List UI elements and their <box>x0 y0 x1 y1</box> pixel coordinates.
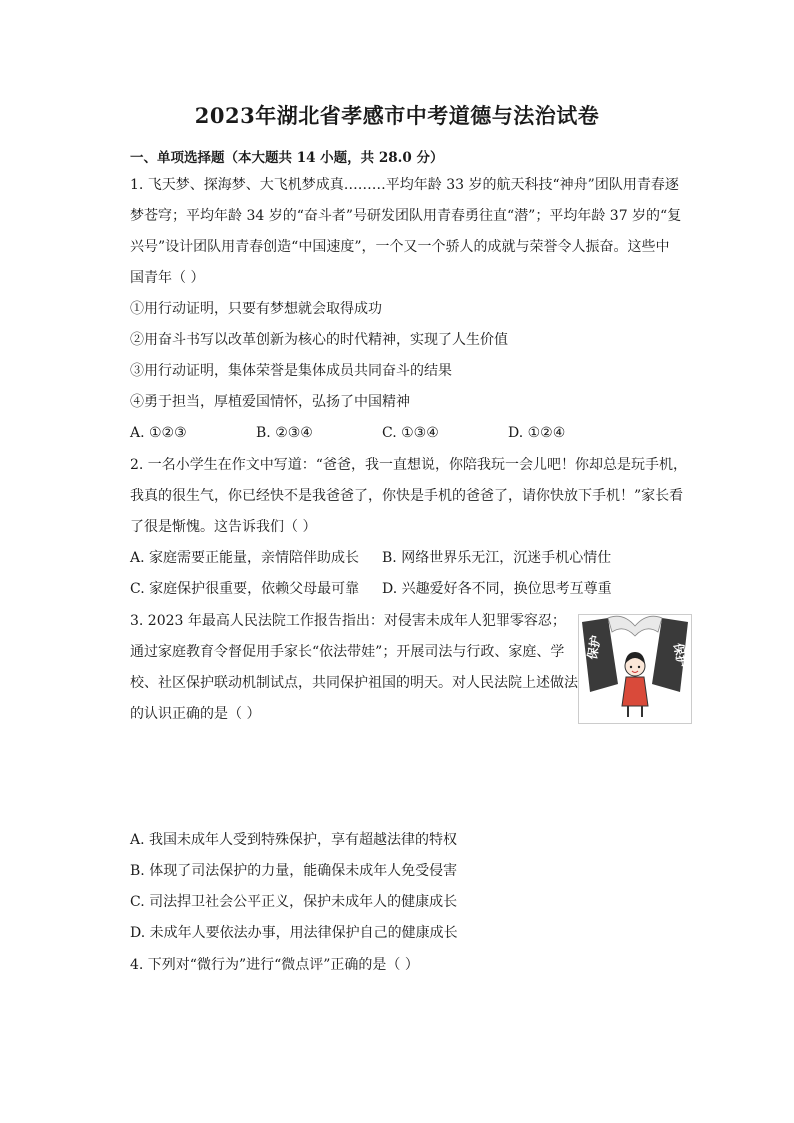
child-dress <box>622 677 648 706</box>
question-text-line: 4. 下列对“微行为”进行“微点评”正确的是（ ） <box>130 957 419 973</box>
question-text-line: 梦苍穹；平均年龄 34 岁的“奋斗者”号研发团队用青春勇往直“潜”；平均年龄 37 岁的“复 <box>130 208 682 224</box>
question-3 <box>130 606 580 730</box>
option-b[interactable]: B. 网络世界乐无江，沉迷手机心情仕 <box>382 550 612 566</box>
option-b[interactable]: B. 体现了司法保护的力量，能确保未成年人免受侵害 <box>130 863 458 879</box>
question-2 <box>130 450 695 605</box>
options-row <box>130 418 695 449</box>
question-1 <box>130 170 695 449</box>
question-text-line: 的认识正确的是（ ） <box>130 706 261 722</box>
question-4 <box>130 950 695 981</box>
question-text-line: 通过家庭教育令督促用手家长“依法带娃”；开展司法与行政、家庭、学 <box>130 644 565 660</box>
question-text-line: 3. 2023 年最高人民法院工作报告指出：对侵害未成年人犯罪零容忍； <box>130 613 566 629</box>
right-banner-text: 保护 <box>671 642 690 669</box>
option-d[interactable]: D. 未成年人要依法办事，用法律保护自己的健康成长 <box>130 925 458 941</box>
statement: ①用行动证明，只要有梦想就会取得成功 <box>130 301 382 317</box>
page-title: 2023年湖北省孝感市中考道德与法治试卷 <box>194 103 600 128</box>
protection-illustration <box>578 614 692 724</box>
question-text-line: 兴号”设计团队用青春创造“中国速度”，一个又一个骄人的成就与荣誉令人振奋。这些中 <box>130 239 670 255</box>
option-d[interactable]: D. 兴趣爱好各不同，换位思考互尊重 <box>382 581 612 597</box>
option-c[interactable]: C. 司法捍卫社会公平正义，保护未成年人的健康成长 <box>130 894 458 910</box>
question-text-line: 国青年（ ） <box>130 270 205 286</box>
left-banner-text: 保护 <box>585 634 604 661</box>
question-3-options <box>130 825 695 949</box>
options-row <box>130 574 695 605</box>
statement: ③用行动证明，集体荣誉是集体成员共同奋斗的结果 <box>130 363 452 379</box>
statement: ④勇于担当，厚植爱国情怀，弘扬了中国精神 <box>130 394 410 410</box>
question-text-line: 2. 一名小学生在作文中写道：“爸爸，我一直想说，你陪我玩一会儿吧！你却总是玩手机， <box>130 457 687 473</box>
question-text-line: 1. 飞天梦、探海梦、大飞机梦成真………平均年龄 33 岁的航天科技“神舟”团队用青春逐 <box>130 177 679 193</box>
option-a[interactable]: A. ①②③ <box>130 425 187 441</box>
option-c[interactable]: C. ①③④ <box>382 425 439 441</box>
option-a[interactable]: A. 我国未成年人受到特殊保护，享有超越法律的特权 <box>130 832 458 848</box>
option-a[interactable]: A. 家庭需要正能量，亲情陪伴助成长 <box>130 550 360 566</box>
options-row <box>130 543 695 574</box>
option-b[interactable]: B. ②③④ <box>256 425 313 441</box>
statement: ②用奋斗书写以改革创新为核心的时代精神，实现了人生价值 <box>130 332 508 348</box>
question-text-line: 了很是惭愧。这告诉我们（ ） <box>130 519 317 535</box>
section-heading: 一、单项选择题（本大题共 14 小题，共 28.0 分） <box>130 150 444 166</box>
question-text-line: 我真的很生气，你已经快不是我爸爸了，你快是手机的爸爸了，请你快放下手机！”家长看 <box>130 488 684 504</box>
option-c[interactable]: C. 家庭保护很重要，依赖父母最可靠 <box>130 581 360 597</box>
option-d[interactable]: D. ①②④ <box>508 425 566 441</box>
question-text-line: 校、社区保护联动机制试点，共同保护祖国的明天。对人民法院上述做法 <box>130 675 578 691</box>
